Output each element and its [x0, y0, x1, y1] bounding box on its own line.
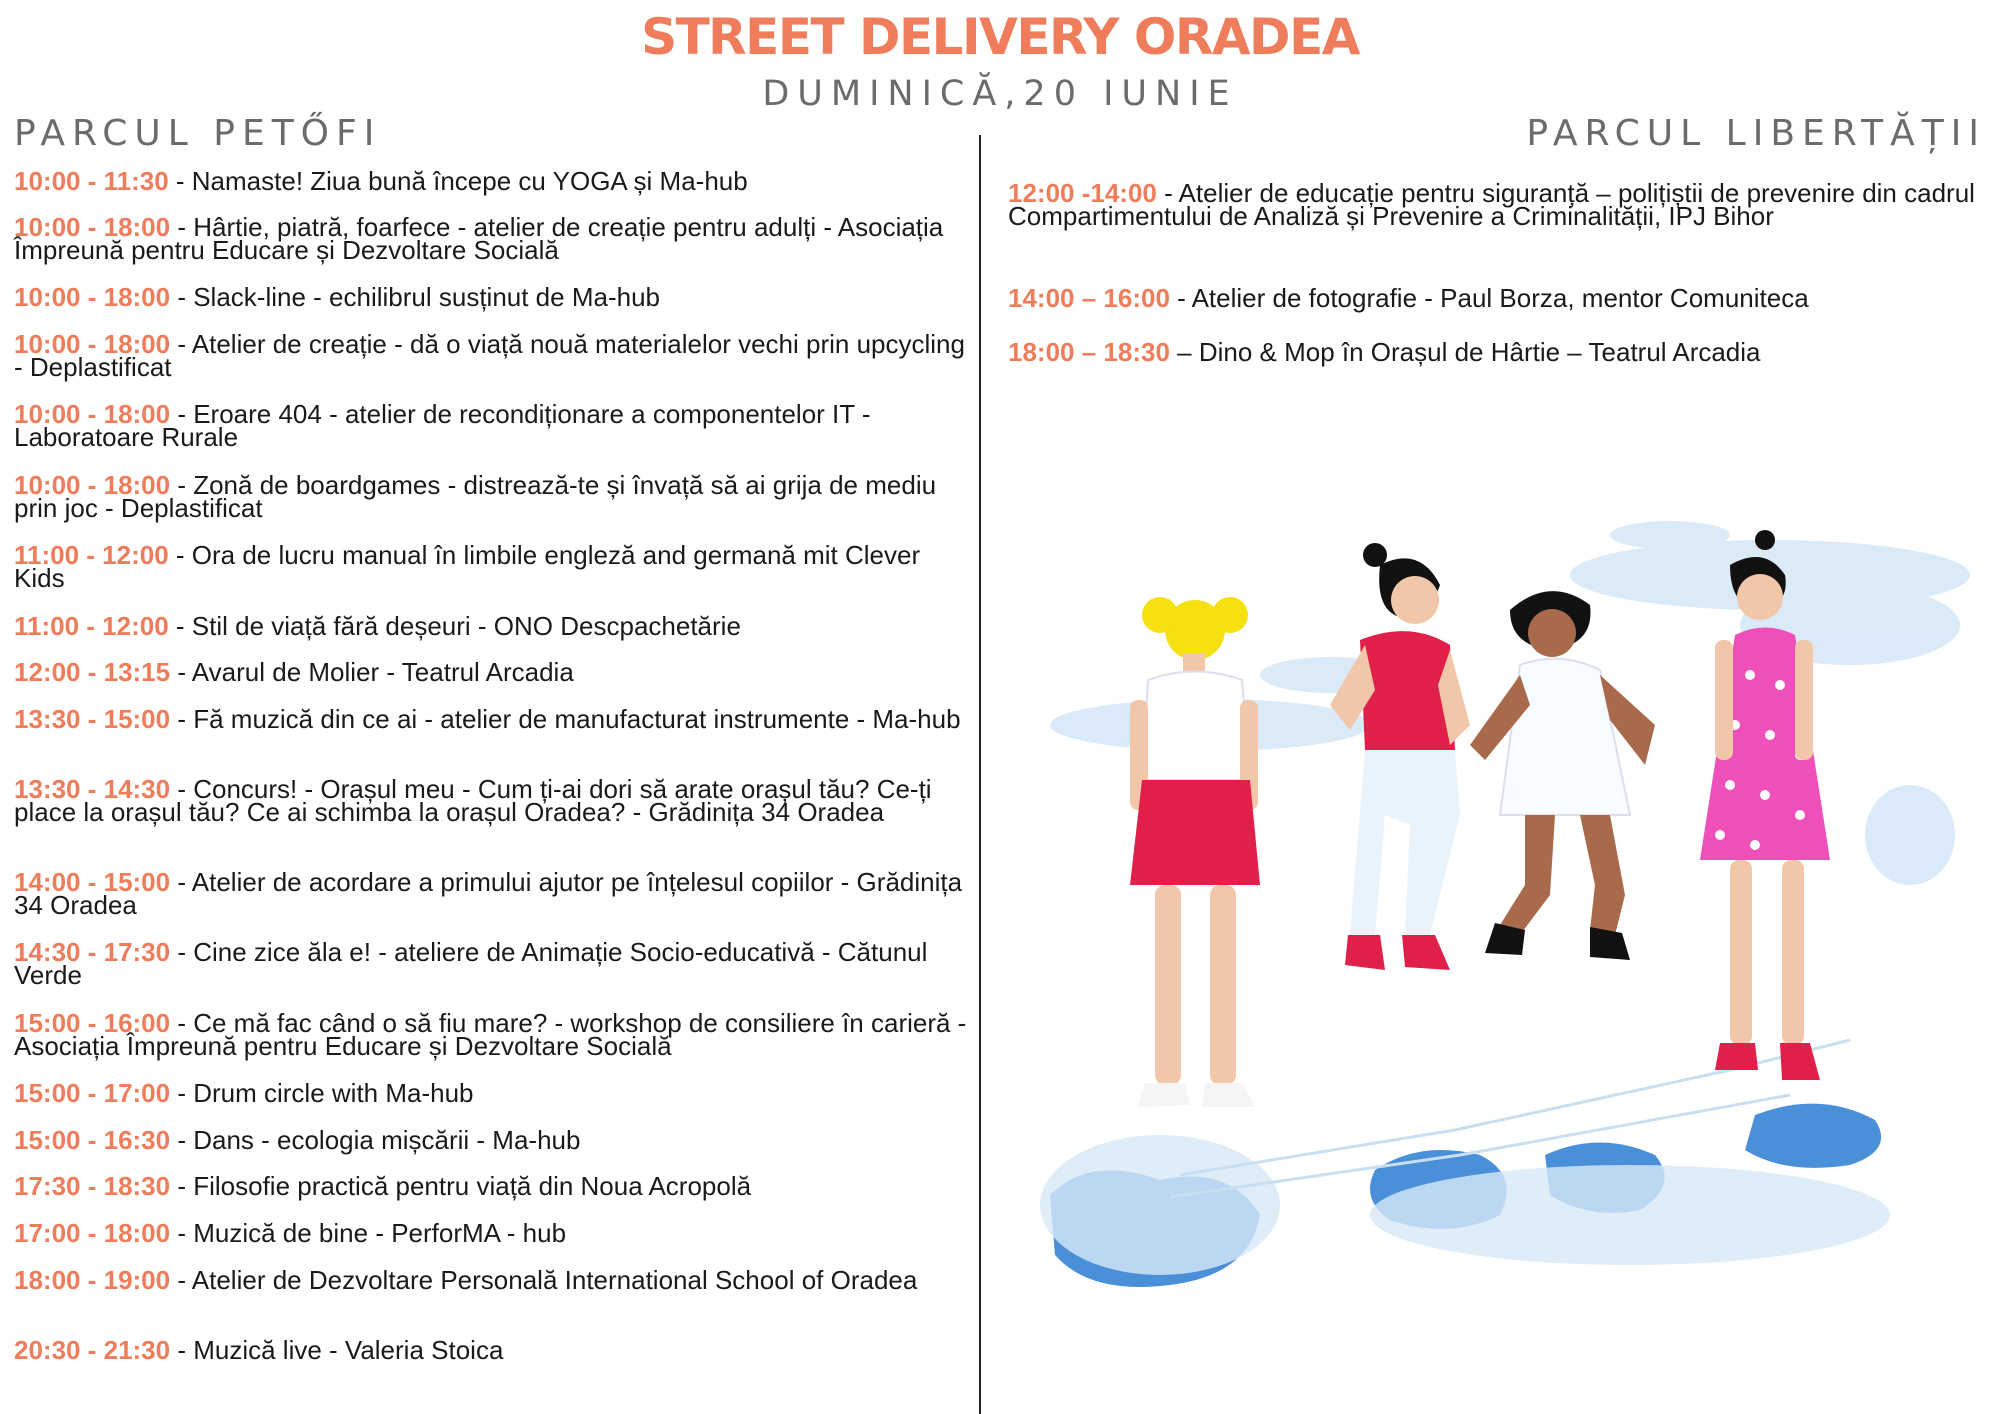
event-time: 12:00 - 13:15 [14, 657, 171, 687]
event-time: 14:00 – 16:00 [1008, 283, 1170, 313]
event-description: - Ce mă fac când o să fiu mare? - workshop de consiliere în carieră - Asociația Împreună pentru Educare și Dezvoltare Socială [14, 1008, 967, 1061]
list-item [14, 704, 972, 734]
list-item [14, 774, 972, 827]
event-time: 10:00 - 18:00 [14, 212, 171, 242]
event-time: 10:00 - 18:00 [14, 470, 171, 500]
list-item [14, 470, 972, 523]
event-time: 10:00 - 18:00 [14, 329, 171, 359]
event-description: - Atelier de Dezvoltare Personală International School of Oradea [170, 1265, 918, 1295]
list-item [14, 657, 972, 687]
list-item [14, 1125, 972, 1155]
event-description: - Avarul de Molier - Teatrul Arcadia [170, 657, 574, 687]
event-description: - Atelier de educație pentru siguranță – polițiștii de prevenire din cadrul Compartimentului de Analiză și Prevenire a Criminalității, IPJ Bihor [1008, 178, 1975, 231]
event-time: 17:00 - 18:00 [14, 1218, 171, 1248]
event-description: – Dino & Mop în Orașul de Hârtie – Teatrul Arcadia [1169, 337, 1761, 367]
event-time: 20:30 - 21:30 [14, 1335, 171, 1365]
event-time: 15:00 - 16:00 [14, 1008, 171, 1038]
list-item [14, 540, 972, 593]
event-time: 13:30 - 14:30 [14, 774, 171, 804]
event-description: - Eroare 404 - atelier de recondiționare a componentelor IT - Laboratoare Rurale [14, 399, 871, 452]
event-description: - Hârtie, piatră, foarfece - atelier de creație pentru adulți - Asociația Împreună pentru Educare și Dezvoltare Socială [14, 212, 944, 265]
event-description: - Cine zice ăla e! - ateliere de Animație Socio-educativă - Cătunul Verde [14, 937, 928, 990]
list-item [1008, 178, 1983, 231]
event-time: 18:00 – 18:30 [1008, 337, 1170, 367]
heading-parcul-libertatii: PARCUL LIBERTĂȚII [1526, 113, 1986, 154]
list-item [14, 1078, 972, 1108]
event-description: - Stil de viață fără deșeuri - ONO Descpachetărie [168, 611, 741, 641]
event-time: 14:30 - 17:30 [14, 937, 171, 967]
event-time: 10:00 - 11:30 [14, 166, 169, 196]
event-time: 14:00 - 15:00 [14, 867, 171, 897]
list-item [14, 282, 972, 312]
event-time: 10:00 - 18:00 [14, 399, 171, 429]
event-description: - Muzică live - Valeria Stoica [170, 1335, 504, 1365]
event-time: 15:00 - 17:00 [14, 1078, 171, 1108]
event-description: - Namaste! Ziua bună începe cu YOGA și Ma-hub [168, 166, 748, 196]
event-description: - Concurs! - Orașul meu - Cum ți-ai dori să arate orașul tău? Ce-ți place la orașul tău? Ce ai schimba la orașul Oradea? - Grădinița 34 Oradea [14, 774, 932, 827]
event-description: - Fă muzică din ce ai - atelier de manufacturat instrumente - Ma-hub [170, 704, 961, 734]
event-time: 11:00 - 12:00 [14, 611, 169, 641]
heading-parcul-petofi: PARCUL PETŐFI [14, 113, 382, 154]
list-item [1008, 337, 1983, 367]
list-item [14, 867, 972, 920]
event-description: - Atelier de fotografie - Paul Borza, mentor Comuniteca [1169, 283, 1809, 313]
event-date: DUMINICĂ,20 IUNIE [762, 74, 1238, 114]
event-time: 18:00 - 19:00 [14, 1265, 171, 1295]
event-time: 12:00 -14:00 [1008, 178, 1157, 208]
event-time: 17:30 - 18:30 [14, 1171, 171, 1201]
event-time: 11:00 - 12:00 [14, 540, 169, 570]
event-description: - Dans - ecologia mișcării - Ma-hub [170, 1125, 581, 1155]
event-description: - Zonă de boardgames - distrează-te și învață să ai grija de mediu prin joc - Deplastificat [14, 470, 937, 523]
event-time: 10:00 - 18:00 [14, 282, 171, 312]
list-item [14, 1008, 972, 1061]
event-description: - Atelier de creație - dă o viață nouă materialelor vechi prin upcycling - Deplastificat [14, 329, 965, 382]
event-description: - Ora de lucru manual în limbile engleză and germană mit Clever Kids [14, 540, 921, 593]
column-divider [979, 135, 981, 1414]
list-item [14, 166, 972, 196]
list-item [14, 399, 972, 452]
event-description: - Slack-line - echilibrul susținut de Ma-hub [170, 282, 660, 312]
list-item [14, 1265, 972, 1295]
event-description: - Filosofie practică pentru viață din Noua Acropolă [170, 1171, 752, 1201]
list-item [14, 1218, 972, 1248]
list-item [14, 329, 972, 382]
list-item [14, 1171, 972, 1201]
event-description: - Muzică de bine - PerforMA - hub [170, 1218, 567, 1248]
event-description: - Drum circle with Ma-hub [170, 1078, 474, 1108]
children-jumping-illustration [1030, 515, 1970, 1315]
event-time: 13:30 - 15:00 [14, 704, 171, 734]
list-item [14, 1335, 972, 1365]
list-item [1008, 283, 1983, 313]
page-title: STREET DELIVERY ORADEA [641, 8, 1359, 66]
event-time: 15:00 - 16:30 [14, 1125, 171, 1155]
event-description: - Atelier de acordare a primului ajutor pe înțelesul copiilor - Grădinița 34 Oradea [14, 867, 963, 920]
list-item [14, 937, 972, 990]
list-item [14, 212, 972, 265]
list-item [14, 611, 972, 641]
